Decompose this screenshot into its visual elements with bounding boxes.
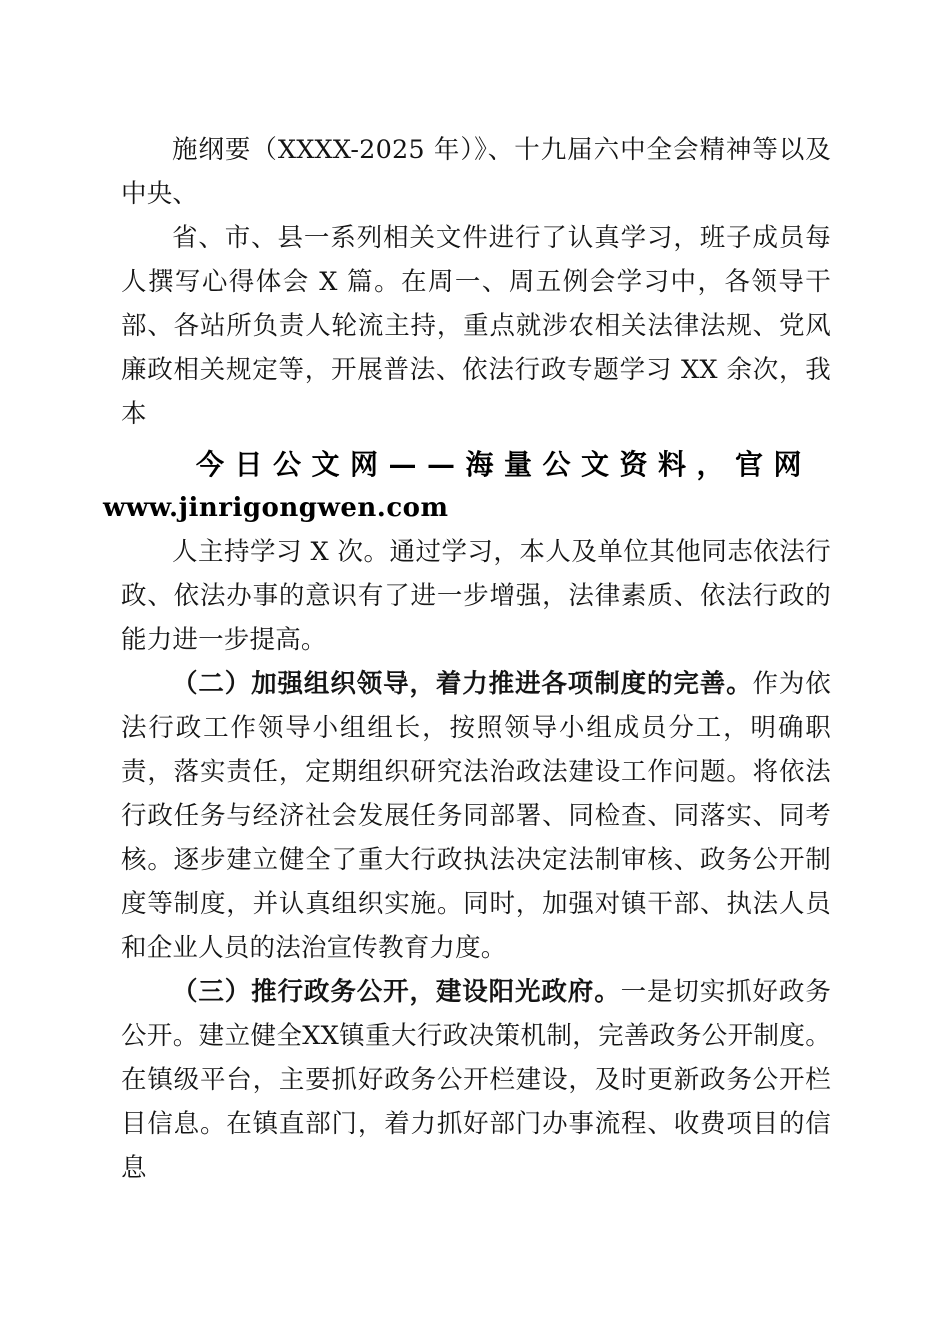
watermark-banner	[103, 442, 831, 528]
section-two-heading: （二）加强组织领导，着力推进各项制度的完善。	[172, 669, 753, 699]
section-two-body: 作为依法行政工作领导小组组长，按照领导小组成员分工，明确职责，落实责任，定期组织研究法治政法建设工作问题。将依法行政任务与经济社会发展任务同部署、同检查、同落实、同考核。逐步建立健全了重大行政执法决定法制审核、政务公开制度等制度，并认真组织实施。同时，加强对镇干部、执法人员和企业人员的法治宣传教育力度。	[121, 669, 831, 963]
paragraph-section-two	[121, 662, 831, 970]
paragraph-learning-outcomes: 人主持学习 X 次。通过学习，本人及单位其他同志依法行政、依法办事的意识有了进一步增强，法律素质、依法行政的能力进一步提高。	[121, 537, 831, 655]
section-three-body: 一是切实抓好政务公开。建立健全XX镇重大行政决策机制，完善政务公开制度。在镇级平台，主要抓好政务公开栏建设，及时更新政务公开栏目信息。在镇直部门，着力抓好部门办事流程、收费项目的信息	[121, 977, 831, 1183]
paragraph-study-activities: 省、市、县一系列相关文件进行了认真学习，班子成员每人撰写心得体会 X 篇。在周一、周五例会学习中，各领导干部、各站所负责人轮流主持，重点就涉农相关法律法规、党风廉政相关规定等，开展普法、依法行政专题学习 XX 余次，我本	[121, 223, 831, 429]
section-three-heading: （三）推行政务公开，建设阳光政府。	[172, 977, 621, 1007]
watermark-site-url: www.jinrigongwen.com	[103, 493, 449, 523]
document-body	[103, 128, 831, 1190]
paragraph-continuation-policy-outline: 施纲要（XXXX-2025 年）》、十九届六中全会精神等以及中央、	[121, 135, 831, 209]
paragraph-section-three	[121, 970, 831, 1190]
watermark-site-name: 今日公文网——海量公文资料，官网	[195, 448, 812, 481]
